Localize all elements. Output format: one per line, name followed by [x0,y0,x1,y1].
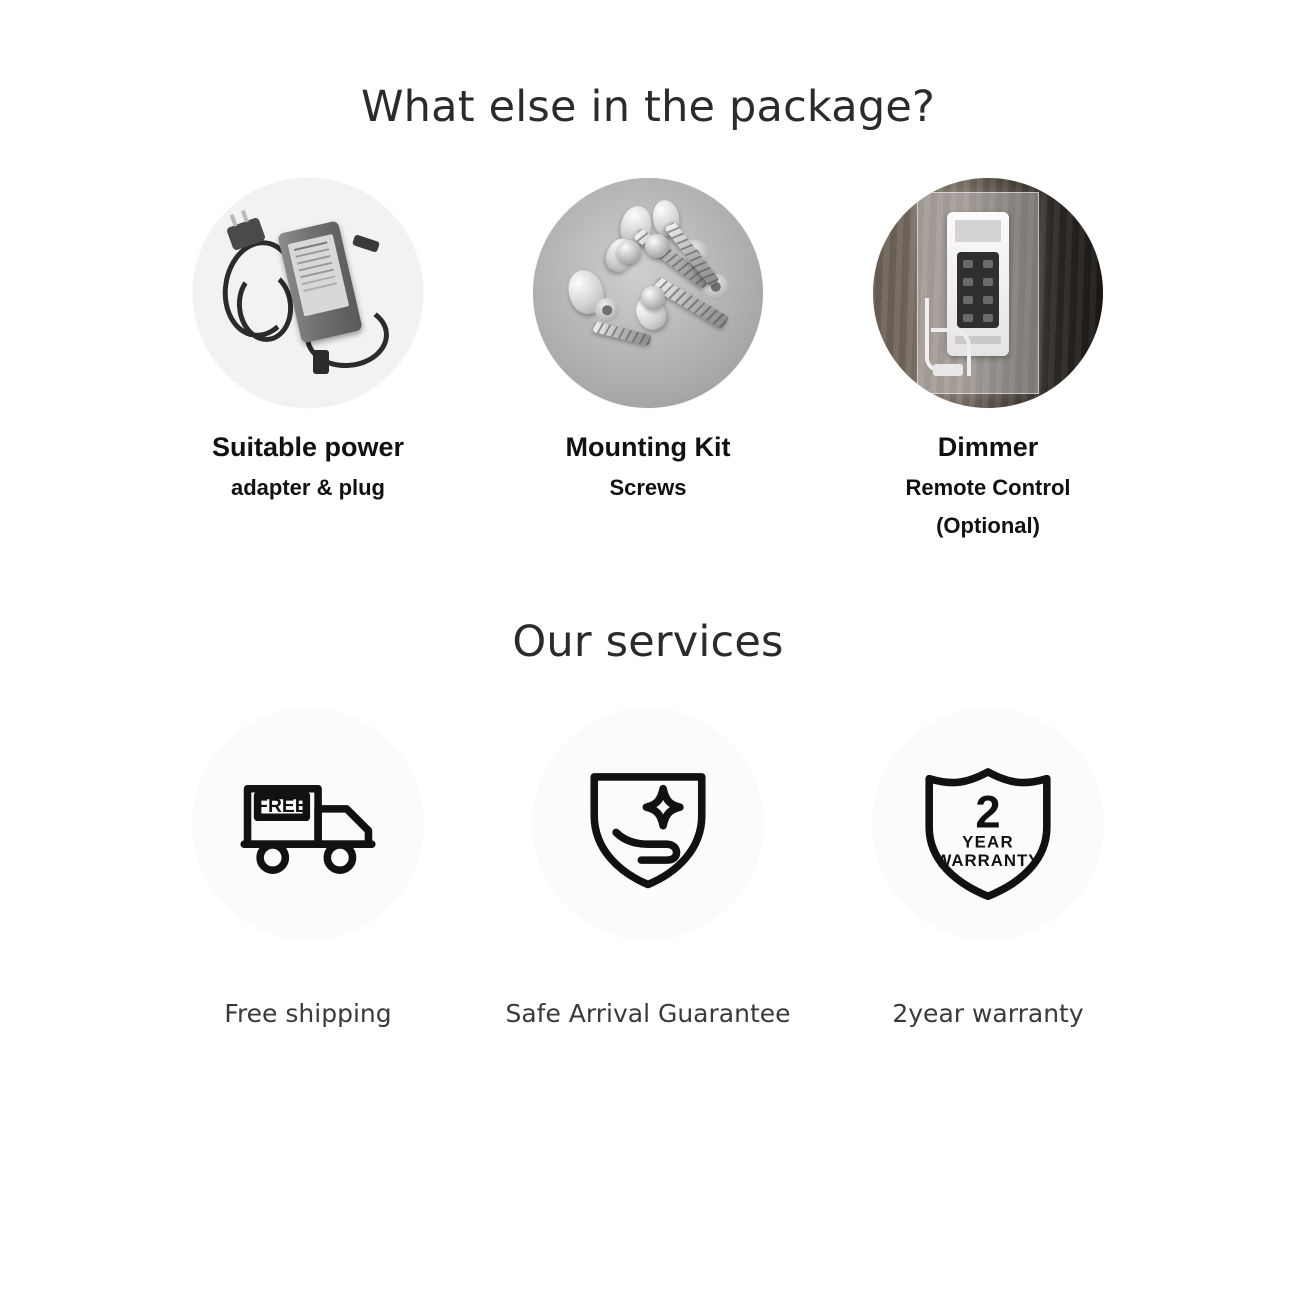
package-item-note: (Optional) [936,512,1040,538]
service-item-warranty [818,709,1158,1028]
service-item-label: Safe Arrival Guarantee [505,998,791,1028]
service-item-free-shipping [138,709,478,1028]
warranty-number: 2 [975,786,1001,838]
service-item-label: Free shipping [224,998,392,1028]
warranty-year-label: YEAR [962,832,1014,852]
package-items-row [0,178,1296,541]
package-item-power-adapter [138,178,478,504]
service-item-label: 2year warranty [892,998,1084,1028]
truck-free-label: FREE [256,796,308,818]
warranty-warranty-label: WARRANTY [935,850,1041,870]
package-item-dimmer [818,178,1158,541]
package-item-caption [566,428,731,504]
shield-hand-sparkle-icon [564,740,732,908]
services-section-title: Our services [512,616,784,667]
service-item-safe-arrival [478,709,818,1028]
free-shipping-circle [193,709,423,939]
package-item-title: Suitable power [211,432,405,462]
services-heading-wrap [0,593,1296,667]
package-section-title: What else in the package? [360,82,936,132]
package-item-caption [212,428,404,504]
safe-arrival-circle [533,709,763,939]
dimmer-remote-photo [873,178,1103,408]
package-item-subtitle: Screws [609,475,687,501]
power-adapter-photo [193,178,423,408]
free-shipping-truck-icon [224,740,392,908]
screws-photo [533,178,763,408]
services-items-row [0,709,1296,1028]
package-item-title: Dimmer [937,432,1039,462]
package-item-title: Mounting Kit [565,432,731,462]
package-item-caption [906,428,1071,541]
package-item-subtitle: Remote Control [905,475,1071,501]
package-item-subtitle: adapter & plug [230,475,385,501]
warranty-shield-icon [904,740,1072,908]
package-item-mounting-kit [478,178,818,504]
warranty-circle [873,709,1103,939]
